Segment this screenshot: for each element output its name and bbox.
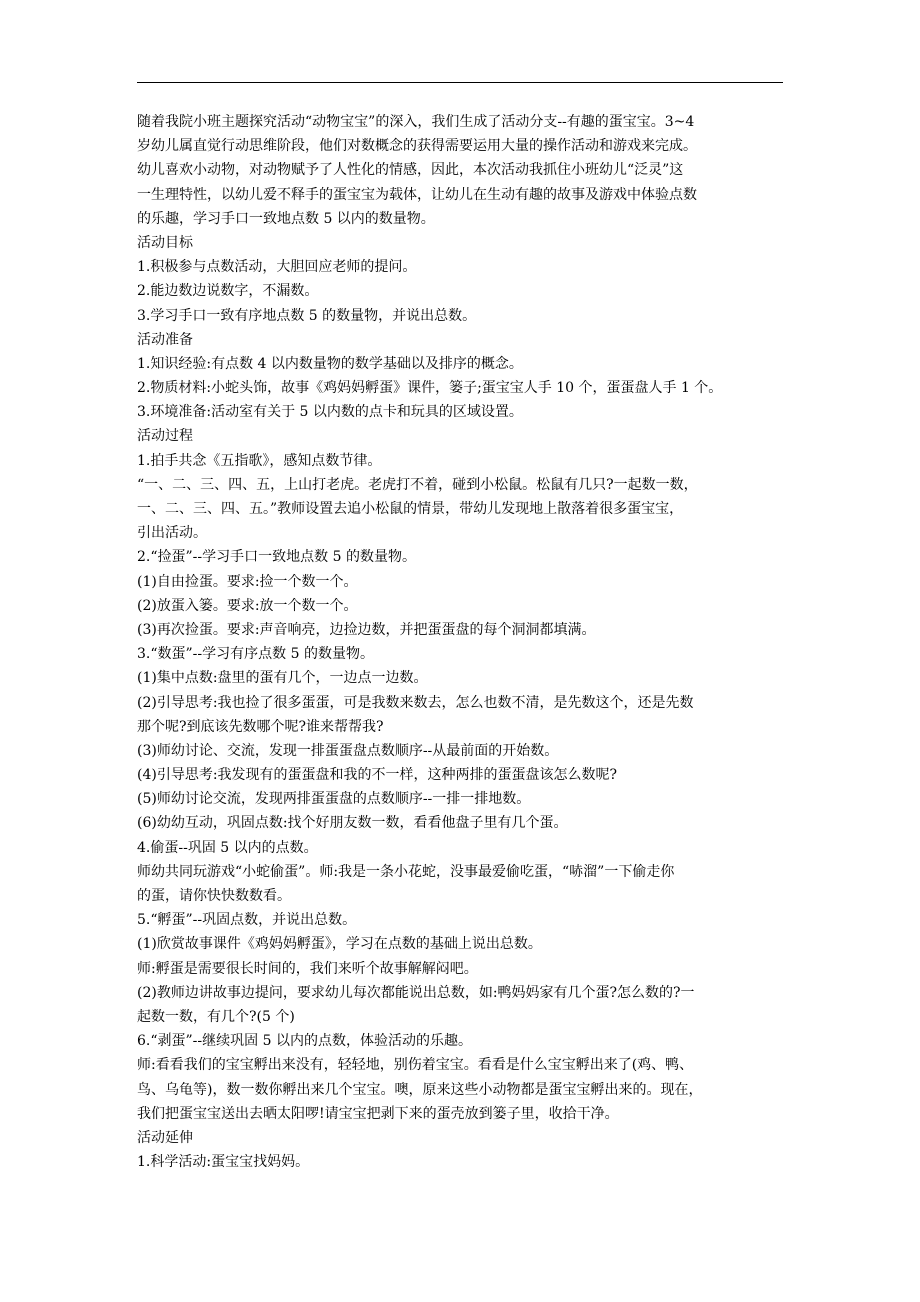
text-line: 3.“数蛋”--学习有序点数 5 的数量物。 (137, 646, 374, 663)
text-line: (1)欣赏故事课件《鸡妈妈孵蛋》，学习在点数的基础上说出总数。 (137, 936, 542, 953)
text-line: 师:看看我们的宝宝孵出来没有，轻轻地，别伤着宝宝。看看是什么宝宝孵出来了(鸡、鸭、 (137, 1057, 694, 1074)
text-line: 4.偷蛋--巩固 5 以内的点数。 (137, 839, 318, 856)
text-line: 1.知识经验:有点数 4 以内数量物的数学基础以及排序的概念。 (137, 355, 523, 372)
text-line: 3.学习手口一致有序地点数 5 的数量物，并说出总数。 (137, 307, 477, 324)
text-line: (1)集中点数:盘里的蛋有几个，一边点一边数。 (137, 670, 428, 687)
text-line: (4)引导思考:我发现有的蛋蛋盘和我的不一样，这种两排的蛋蛋盘该怎么数呢? (137, 767, 618, 784)
text-line: 1.积极参与点数活动，大胆回应老师的提问。 (137, 259, 417, 276)
text-line: 引出活动。 (137, 525, 207, 542)
text-line: (3)再次捡蛋。要求:声音响亮，边捡边数，并把蛋蛋盘的每个洞洞都填满。 (137, 621, 596, 638)
text-line: (2)引导思考:我也捡了很多蛋蛋，可是我数来数去，怎么也数不清，是先数这个，还是先数 (137, 694, 694, 711)
text-line: 一、二、三、四、五。”教师设置去追小松鼠的情景，带幼儿发现地上散落着很多蛋宝宝， (137, 501, 684, 517)
text-line: 1.拍手共念《五指歌》，感知点数节律。 (137, 452, 382, 469)
text-line: 的蛋，请你快快数数看。 (137, 888, 291, 904)
text-line: 5.“孵蛋”--巩固点数，并说出总数。 (137, 912, 357, 929)
text-line: 活动过程 (137, 428, 193, 445)
text-line: 岁幼儿属直觉行动思维阶段，他们对数概念的获得需要运用大量的操作活动和游戏来完成。 (137, 138, 697, 155)
text-line: 2.“捡蛋”--学习手口一致地点数 5 的数量物。 (137, 549, 416, 566)
text-line: 我们把蛋宝宝送出去晒太阳啰!请宝宝把剥下来的蛋壳放到篓子里，收拾干净。 (137, 1105, 619, 1122)
text-line: 一生理特性，以幼儿爱不释手的蛋宝宝为载体，让幼儿在生动有趣的故事及游戏中体验点数 (137, 186, 697, 203)
text-line: (2)放蛋入篓。要求:放一个数一个。 (137, 597, 358, 614)
text-line: 师:孵蛋是需要很长时间的，我们来听个故事解解闷吧。 (137, 960, 478, 977)
text-line: 1.科学活动:蛋宝宝找妈妈。 (137, 1154, 310, 1171)
text-line: (6)幼幼互动，巩固点数:找个好朋友数一数，看看他盘子里有几个蛋。 (137, 815, 568, 832)
header-rule (137, 82, 783, 83)
text-line: 随着我院小班主题探究活动“动物宝宝”的深入，我们生成了活动分支--有趣的蛋宝宝。3~4 (137, 114, 695, 130)
document-body (137, 110, 787, 1174)
text-line: 6.“剥蛋”--继续巩固 5 以内的点数，体验活动的乐趣。 (137, 1033, 472, 1050)
text-line: (2)教师边讲故事边提问，要求幼儿每次都能说出总数，如:鸭妈妈家有几个蛋?怎么数的?一 (137, 984, 695, 1001)
text-line: 那个呢?到底该先数哪个呢?谁来帮帮我? (137, 718, 384, 735)
text-line: 的乐趣，学习手口一致地点数 5 以内的数量物。 (137, 210, 435, 227)
text-line: (3)师幼讨论、交流，发现一排蛋蛋盘点数顺序--从最前面的开始数。 (137, 742, 559, 759)
text-line: 2.物质材料:小蛇头饰，故事《鸡妈妈孵蛋》课件，篓子;蛋宝宝人手 10 个，蛋蛋盘人手 1 个。 (137, 380, 723, 397)
text-line: 活动延伸 (137, 1129, 193, 1146)
text-line: “一、二、三、四、五，上山打老虎。老虎打不着，碰到小松鼠。松鼠有几只?一起数一数， (137, 476, 698, 493)
text-line: 鸟、乌龟等)，数一数你孵出来几个宝宝。噢，原来这些小动物都是蛋宝宝孵出来的。现在， (137, 1081, 703, 1098)
text-line: 起数一数，有几个?(5 个) (137, 1008, 295, 1025)
text-line: (1)自由捡蛋。要求:捡一个数一个。 (137, 573, 358, 590)
text-line: 师幼共同玩游戏“小蛇偷蛋”。师:我是一条小花蛇，没事最爱偷吃蛋，“哧溜”一下偷走你 (137, 863, 675, 880)
text-line: 活动准备 (137, 331, 193, 348)
text-line: 2.能边数边说数字，不漏数。 (137, 283, 319, 300)
text-line: 幼儿喜欢小动物，对动物赋予了人性化的情感，因此，本次活动我抓住小班幼儿“泛灵”这 (137, 162, 684, 179)
text-line: (5)师幼讨论交流，发现两排蛋蛋盘的点数顺序--一排一排地数。 (137, 791, 531, 808)
text-line: 3.环境准备:活动室有关于 5 以内数的点卡和玩具的区域设置。 (137, 404, 523, 421)
text-line: 活动目标 (137, 234, 193, 251)
